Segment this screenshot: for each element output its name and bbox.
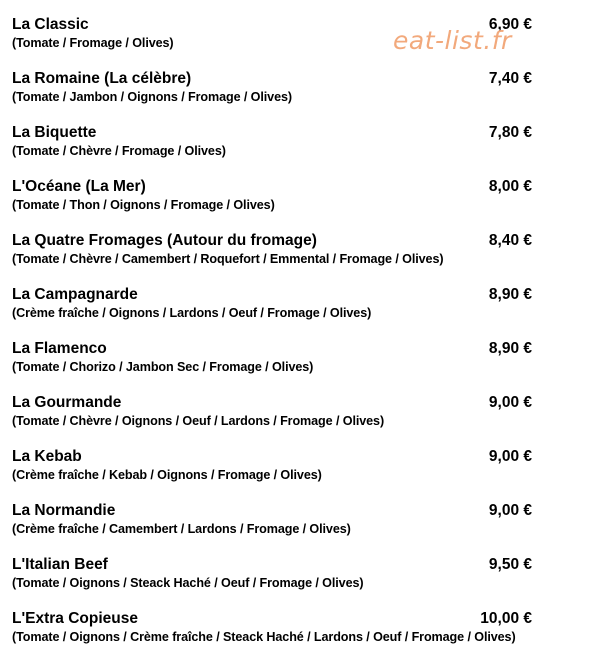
- menu-item: [12, 556, 592, 596]
- item-price: 8,90 €: [488, 286, 532, 303]
- watermark-logo: eat-list.fr: [393, 26, 512, 55]
- item-name: La Gourmande: [12, 394, 122, 411]
- item-name: La Normandie: [12, 502, 116, 519]
- menu-item: [12, 394, 592, 434]
- item-ingredients: (Tomate / Chèvre / Camembert / Roquefort / Emmental / Fromage / Olives): [12, 252, 444, 266]
- item-name: La Classic: [12, 16, 89, 33]
- item-price: 8,90 €: [488, 340, 532, 357]
- item-ingredients: (Crème fraîche / Camembert / Lardons / Fromage / Olives): [12, 522, 351, 536]
- item-ingredients: (Tomate / Chèvre / Oignons / Oeuf / Lardons / Fromage / Olives): [12, 414, 385, 428]
- item-price: 7,80 €: [488, 124, 532, 141]
- item-name: La Biquette: [12, 124, 97, 141]
- item-name: La Flamenco: [12, 340, 107, 357]
- item-name: La Campagnarde: [12, 286, 138, 303]
- menu-item: [12, 340, 592, 380]
- item-ingredients: (Tomate / Oignons / Crème fraîche / Steack Haché / Lardons / Oeuf / Fromage / Olives): [12, 630, 516, 644]
- menu-item: [12, 502, 592, 542]
- menu-item: [12, 610, 592, 650]
- item-price: 9,00 €: [488, 502, 532, 519]
- item-name: L'Océane (La Mer): [12, 178, 146, 195]
- item-name: La Quatre Fromages (Autour du fromage): [12, 232, 317, 249]
- item-ingredients: (Tomate / Chorizo / Jambon Sec / Fromage / Olives): [12, 360, 314, 374]
- item-price: 10,00 €: [480, 610, 532, 627]
- menu-item: [12, 232, 592, 272]
- item-ingredients: (Tomate / Oignons / Steack Haché / Oeuf / Fromage / Olives): [12, 576, 364, 590]
- item-price: 9,50 €: [488, 556, 532, 573]
- menu-item: [12, 124, 592, 164]
- item-price: 9,00 €: [488, 448, 532, 465]
- item-name: L'Extra Copieuse: [12, 610, 138, 627]
- menu-item: [12, 178, 592, 218]
- item-price: 8,40 €: [488, 232, 532, 249]
- item-price: 9,00 €: [488, 394, 532, 411]
- menu-item: [12, 70, 592, 110]
- item-ingredients: (Tomate / Jambon / Oignons / Fromage / Olives): [12, 90, 292, 104]
- item-ingredients: (Tomate / Thon / Oignons / Fromage / Olives): [12, 198, 275, 212]
- menu-item: [12, 286, 592, 326]
- menu-item: [12, 448, 592, 488]
- item-price: 6,90 €: [488, 16, 532, 33]
- item-name: La Kebab: [12, 448, 82, 465]
- item-price: 7,40 €: [488, 70, 532, 87]
- item-ingredients: (Crème fraîche / Oignons / Lardons / Oeuf / Fromage / Olives): [12, 306, 372, 320]
- item-ingredients: (Tomate / Fromage / Olives): [12, 36, 174, 50]
- item-name: L'Italian Beef: [12, 556, 108, 573]
- item-ingredients: (Tomate / Chèvre / Fromage / Olives): [12, 144, 226, 158]
- item-price: 8,00 €: [488, 178, 532, 195]
- item-name: La Romaine (La célèbre): [12, 70, 192, 87]
- item-ingredients: (Crème fraîche / Kebab / Oignons / Fromage / Olives): [12, 468, 322, 482]
